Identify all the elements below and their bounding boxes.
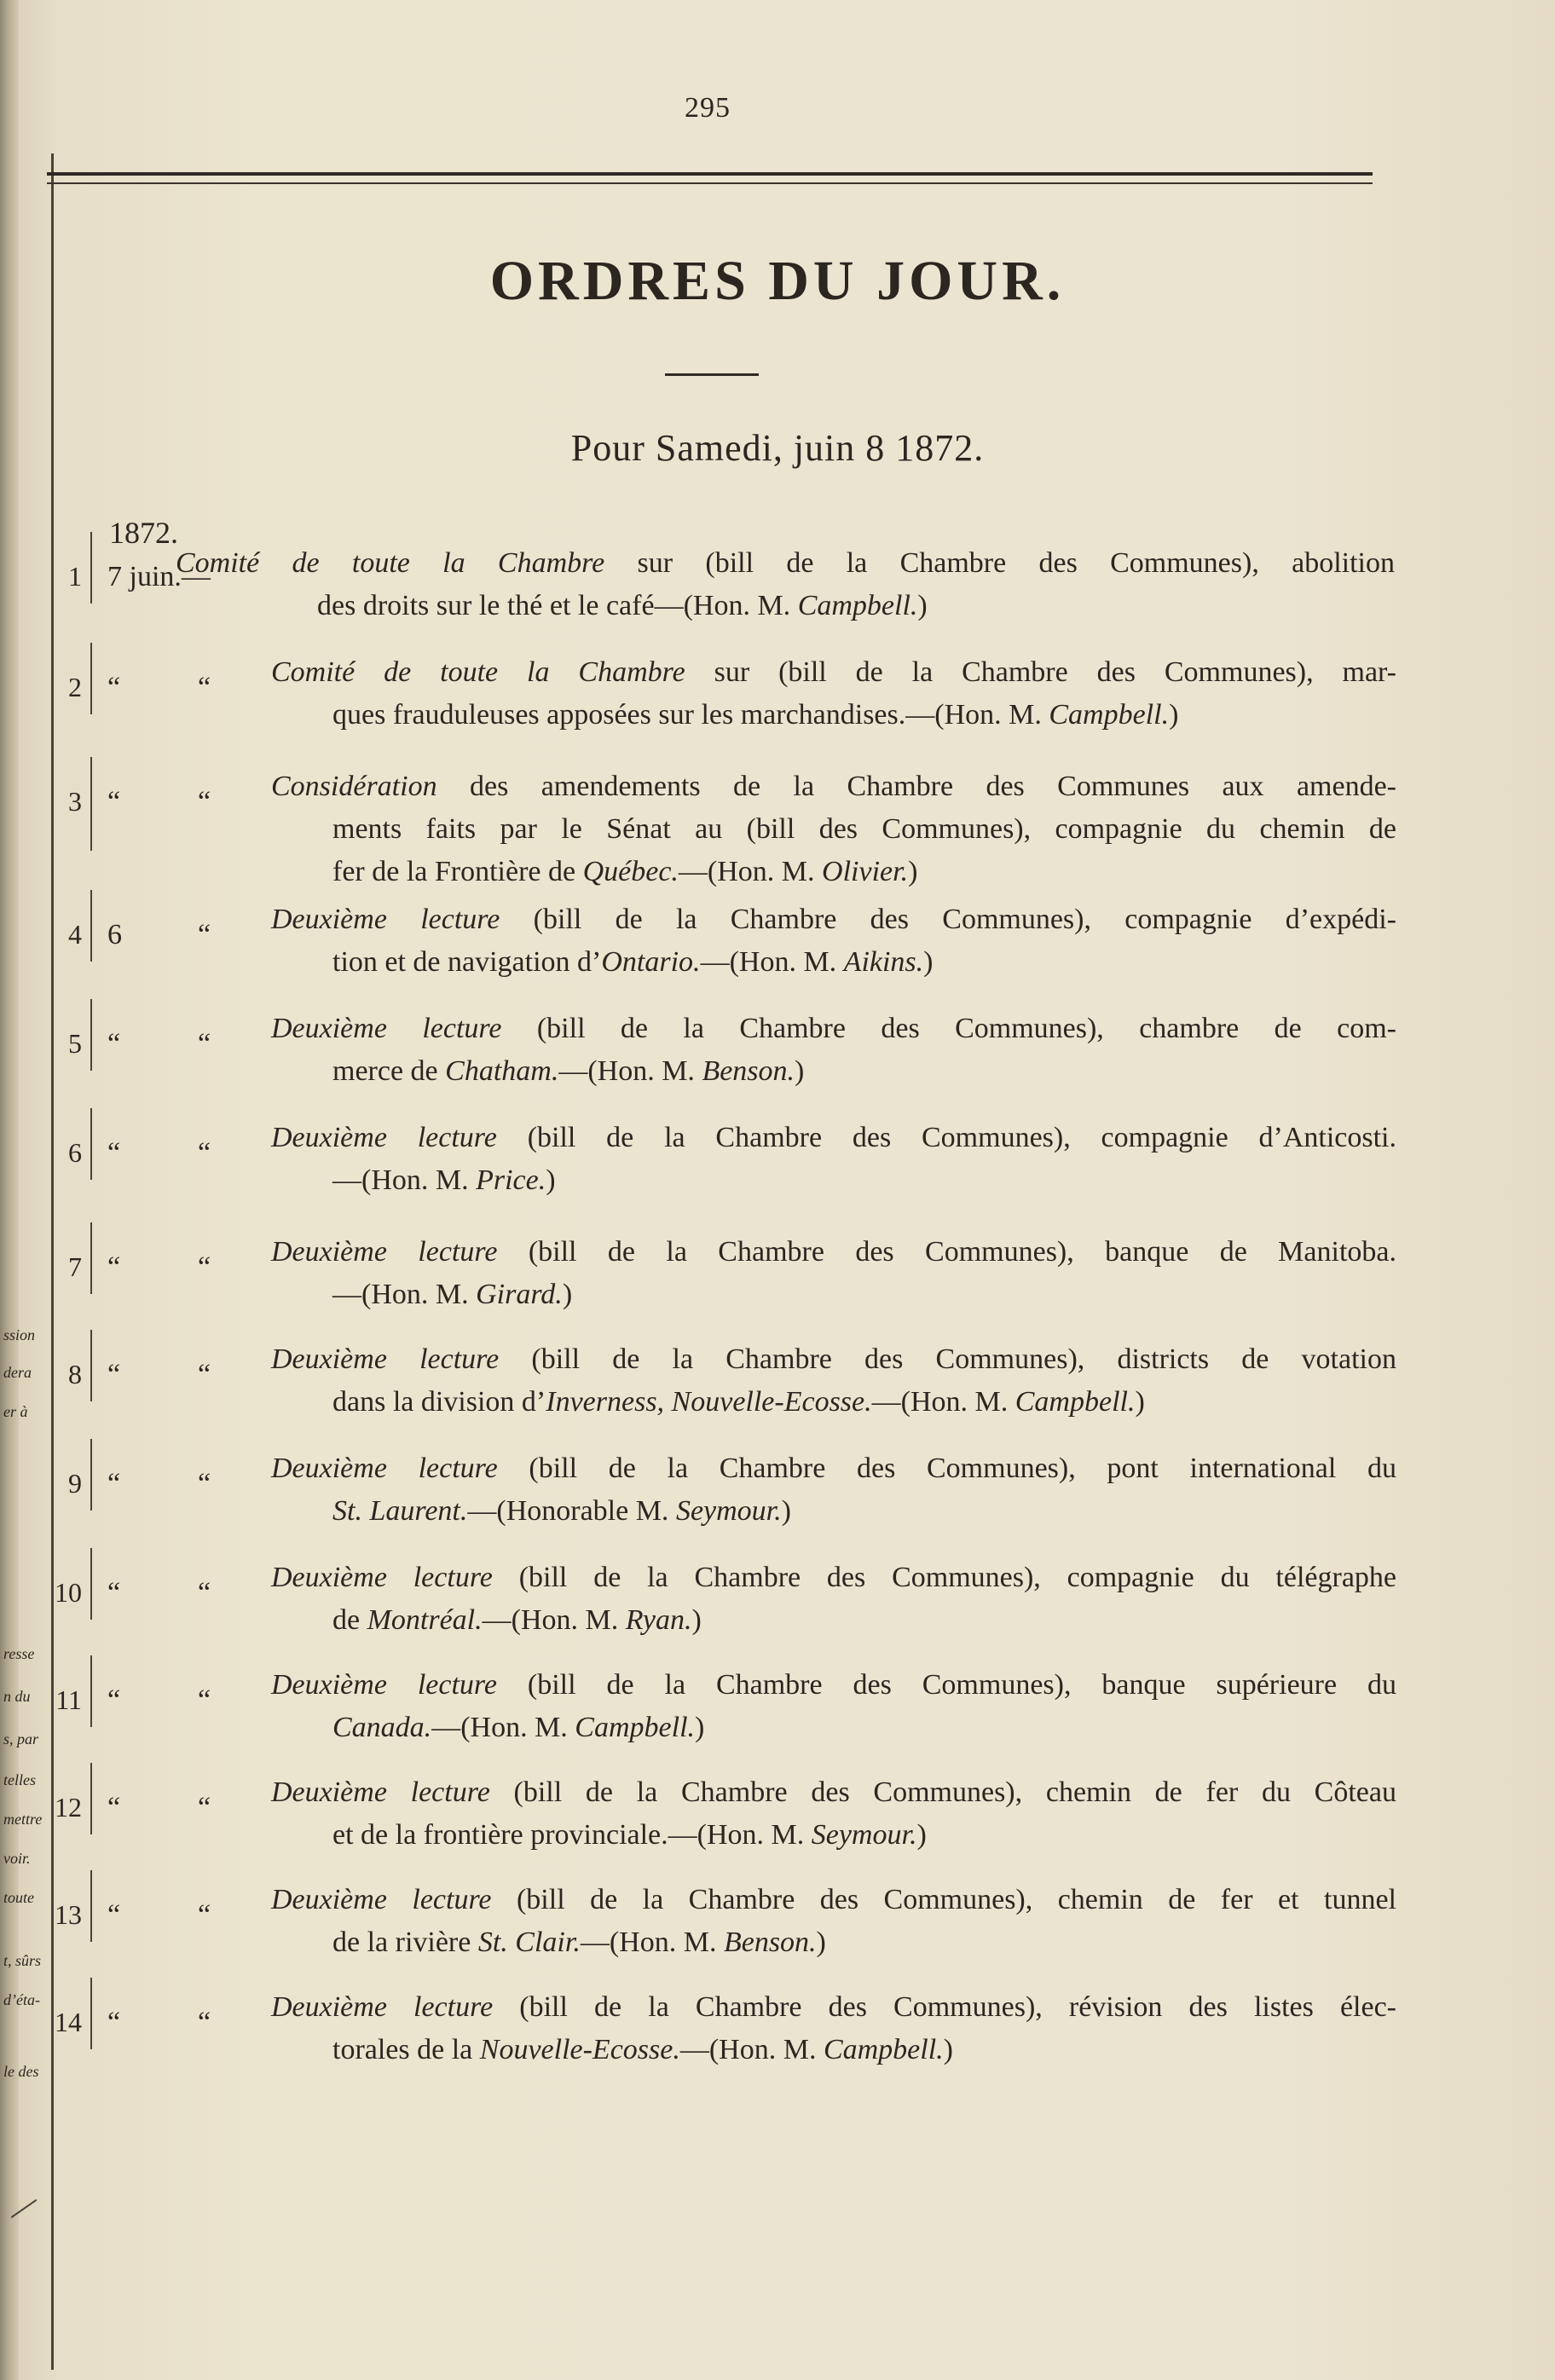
item-date-ditto: “ [107,672,121,703]
item-separator [90,999,92,1071]
item-text-mid: —(Hon. M. [871,1386,1015,1418]
item-text [271,1557,1396,1642]
year-label: 1872. [109,516,178,550]
item-number: 12 [55,1792,82,1823]
item-lead: Deuxième lecture [271,1669,497,1701]
item-number: 7 [68,1251,82,1282]
item-lead: Deuxième lecture [271,1776,490,1808]
item-text [271,1664,1396,1749]
item-text-line1: (bill de la Chambre des Communes), districts de votation [499,1343,1396,1375]
item-place: Ontario. [601,946,701,978]
item-number: 13 [55,1899,82,1930]
item-text-close: ) [691,1604,702,1636]
item-place: Nouvelle-Ecosse. [479,2034,680,2065]
item-number: 3 [68,786,82,817]
book-binding-edge [0,0,19,2380]
item-month-ditto: “ [198,1468,211,1499]
margin-fragment: n du [3,1688,31,1705]
item-name: Campbell. [1015,1386,1136,1418]
item-separator [90,890,92,962]
item-month-ditto: “ [198,672,211,703]
item-name: Price. [476,1164,546,1196]
item-month-ditto: “ [198,2007,211,2038]
item-text [271,1117,1396,1202]
item-text-line1: (bill de la Chambre des Communes), banque supérieure du [496,1669,1396,1701]
item-lead: Deuxième lecture [271,1343,500,1375]
item-date-ditto: “ [107,1577,121,1609]
item-text-mid: —(Hon. M. [558,1055,702,1087]
item-lead: Deuxième lecture [271,1122,497,1153]
item-text-line1: (bill de la Chambre des Communes), banque de Manitoba. [497,1236,1396,1268]
item-month-ditto: “ [198,919,211,950]
item-text-close: ) [695,1712,705,1743]
item-date-ditto: “ [107,1028,121,1060]
item-text-line2: et de la frontière provinciale.—(Hon. M. [332,1819,812,1851]
item-month-ditto: “ [198,1577,211,1609]
item-text-close: ) [816,1927,826,1958]
item-text-line2: des droits sur le thé et le café—(Hon. M. [317,590,798,621]
item-number: 4 [68,919,82,950]
item-text [271,1008,1396,1093]
item-date-ditto: “ [107,1792,121,1823]
item-name: Campbell. [823,2034,944,2065]
item-place: Chatham. [445,1055,559,1087]
item-text-close: ) [546,1164,556,1196]
item-lead: Comité de toute la Chambre [176,547,605,579]
item-number: 10 [55,1577,82,1608]
item-number: 11 [55,1684,82,1715]
item-text-line1: sur (bill de la Chambre des Communes), abolition [604,547,1396,579]
item-date-ditto: “ [107,2007,121,2038]
item-name: Benson. [702,1055,795,1087]
item-date: 6 [107,919,122,950]
item-date-ditto: “ [107,1468,121,1499]
item-month-ditto: “ [198,1028,211,1060]
margin-fragment: dera [3,1364,32,1381]
item-separator [90,1330,92,1401]
item-number: 1 [68,561,82,592]
item-lead: Considération [271,771,437,802]
item-text [271,765,1396,893]
item-date-ditto: “ [107,786,121,817]
item-number: 2 [68,672,82,702]
title-divider [665,373,759,376]
item-name: Campbell. [1049,699,1170,731]
item-text-line1: (bill de la Chambre des Communes), chambre de com- [501,1013,1396,1044]
item-separator [90,1548,92,1620]
item-separator [90,1763,92,1834]
item-month-ditto: “ [198,786,211,817]
item-month-ditto: “ [198,1792,211,1823]
item-text [271,1771,1396,1857]
item-text [271,1338,1396,1424]
margin-fragment: er à [3,1403,28,1420]
item-text-line1: des amendements de la Chambre des Communes aux amende- [436,771,1396,802]
margin-fragment: toute [3,1889,34,1906]
item-text-line2: —(Hon. M. [332,1164,477,1196]
item-text [271,1447,1396,1533]
item-text-line1: sur (bill de la Chambre des Communes), mar- [685,656,1396,688]
item-place: St. Clair. [477,1927,581,1958]
item-text [271,1231,1396,1316]
item-lead: Comité de toute la Chambre [271,656,685,688]
item-text-close: ) [781,1495,791,1527]
item-lead: Deuxième lecture [271,1991,494,2023]
item-month-ditto: “ [198,1899,211,1931]
item-text-close: ) [562,1279,573,1310]
item-text [176,542,1395,627]
header-rule-thin [47,182,1373,184]
margin-fragment: voir. [3,1850,31,1867]
item-separator [90,757,92,851]
item-lead: Deuxième lecture [271,1884,492,1915]
item-number: 5 [68,1028,82,1059]
item-text [271,898,1396,984]
item-text-mid: —(Hon. M. [482,1604,626,1636]
header-rule-thick [47,172,1373,176]
item-text-line1: (bill de la Chambre des Communes), compagnie d’expédi- [500,904,1396,935]
item-separator [90,1978,92,2049]
item-text-line2: merce de [332,1055,446,1087]
item-text-line1: (bill de la Chambre des Communes), pont international du [497,1453,1396,1484]
item-text-line3: fer de la Frontière de [332,856,583,887]
item-name: Seymour. [675,1495,782,1527]
item-text-line2: de [332,1604,367,1636]
margin-fragment: ssion [3,1326,36,1343]
item-text-close: ) [917,590,928,621]
item-separator [90,1655,92,1727]
item-text-mid: —(Hon. M. [678,856,823,887]
item-separator [90,532,92,604]
item-name: Girard. [476,1279,563,1310]
item-number: 14 [55,2007,82,2037]
item-name: Olivier. [822,856,909,887]
margin-fragment: mettre [3,1811,43,1828]
item-text-line2: ques frauduleuses apposées sur les marchandises.—(Hon. M. [332,699,1049,731]
margin-fragment: resse [3,1645,35,1662]
item-text-line1: (bill de la Chambre des Communes), chemin de fer du Côteau [489,1776,1396,1808]
item-text-mid: —(Honorable M. [467,1495,676,1527]
item-name: Campbell. [797,590,918,621]
item-place: Montréal. [367,1604,483,1636]
item-lead: Deuxième lecture [271,1236,498,1268]
item-text-line1: (bill de la Chambre des Communes), chemin de fer et tunnel [491,1884,1396,1915]
item-text-close: ) [943,2034,953,2065]
item-place: Inverness, Nouvelle-Ecosse. [546,1386,872,1418]
item-text-mid: —(Hon. M. [431,1712,575,1743]
item-text-close: ) [1169,699,1179,731]
item-date-ditto: “ [107,1137,121,1169]
item-text-close: ) [916,1819,927,1851]
item-text-line1: (bill de la Chambre des Communes), compagnie d’Anticosti. [496,1122,1396,1153]
page-subtitle: Pour Samedi, juin 8 1872. [570,427,985,469]
item-separator [90,1870,92,1942]
item-text-close: ) [1135,1386,1145,1418]
item-text-line2: —(Hon. M. [332,1279,477,1310]
item-date-ditto: “ [107,1684,121,1716]
item-text-mid: —(Hon. M. [679,2034,824,2065]
item-text-line1: (bill de la Chambre des Communes), révision des listes élec- [493,1991,1396,2023]
margin-fragment: t, sûrs [3,1952,42,1969]
item-text-mid: —(Hon. M. [580,1927,724,1958]
item-lead: Deuxième lecture [271,1453,498,1484]
item-date: 7 juin.— [107,561,211,592]
item-name: Ryan. [625,1604,692,1636]
item-date-ditto: “ [107,1359,121,1390]
item-separator [90,1108,92,1180]
item-text [271,1879,1396,1964]
item-lead: Deuxième lecture [271,904,500,935]
item-text-mid: —(Hon. M. [700,946,844,978]
item-text-line2: dans la division d’ [332,1386,546,1418]
page-title: ORDRES DU JOUR. [489,250,1066,312]
item-number: 9 [68,1468,82,1499]
item-month-ditto: “ [198,1137,211,1169]
item-separator [90,643,92,714]
item-name: Benson. [723,1927,817,1958]
item-text-line2: tion et de navigation d’ [332,946,602,978]
item-month-ditto: “ [198,1684,211,1716]
item-text-line2: de la rivière [332,1927,478,1958]
item-date-ditto: “ [107,1899,121,1931]
item-text-close: ) [908,856,918,887]
item-number: 6 [68,1137,82,1168]
item-name: Aikins. [843,946,924,978]
item-lead: Deuxième lecture [271,1013,502,1044]
margin-fragment: d’éta- [3,1991,40,2008]
item-month-ditto: “ [198,1251,211,1283]
item-lead: Deuxième lecture [271,1562,493,1593]
item-place: Québec. [582,856,679,887]
item-text-close: ) [795,1055,805,1087]
item-place: Canada. [332,1712,432,1743]
item-number: 8 [68,1359,82,1389]
item-text [271,651,1396,737]
item-text-close: ) [923,946,934,978]
item-place: St. Laurent. [332,1495,468,1527]
page-number: 295 [685,92,731,124]
item-separator [90,1222,92,1294]
item-text [271,1986,1396,2071]
item-text-line2: torales de la [332,2034,480,2065]
item-month-ditto: “ [198,1359,211,1390]
item-name: Seymour. [811,1819,917,1851]
margin-fragment: s, par [3,1730,39,1747]
margin-fragment: telles [3,1771,36,1788]
item-text-line1: (bill de la Chambre des Communes), compagnie du télégraphe [492,1562,1396,1593]
item-separator [90,1439,92,1511]
item-text-line2: ments faits par le Sénat au (bill des Communes), compagnie du chemin de [332,813,1396,845]
margin-fragment: le des [3,2063,39,2080]
item-name: Campbell. [575,1712,696,1743]
item-date-ditto: “ [107,1251,121,1283]
